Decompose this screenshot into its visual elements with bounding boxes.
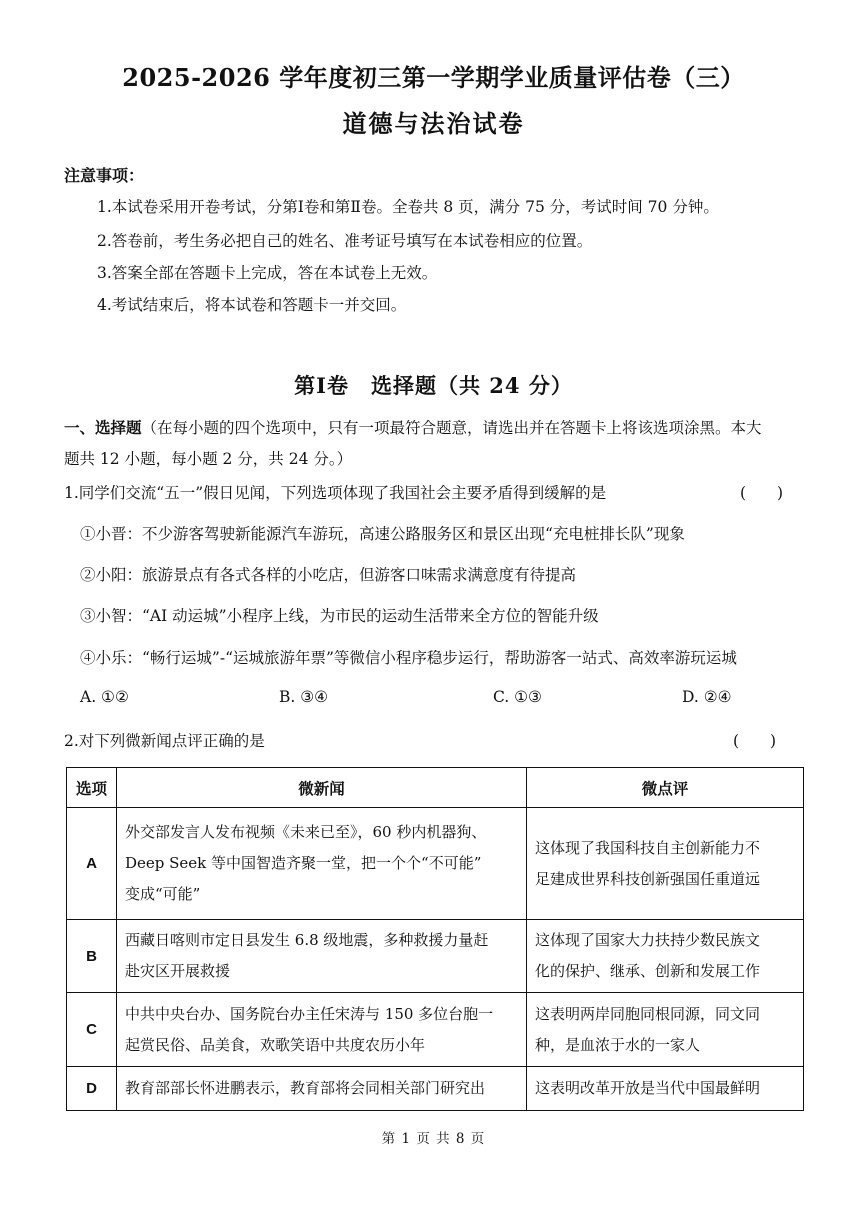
notice-item: 2.答卷前，考生务必把自己的姓名、准考证号填写在本试卷相应的位置。 [97, 232, 593, 250]
table-row [67, 1067, 804, 1111]
comment-line: 足建成世界科技创新强国任重道远 [535, 869, 761, 888]
comment-line: 这体现了我国科技自主创新能力不 [535, 838, 761, 857]
q2-answer-paren: ( ) [733, 732, 777, 750]
q1-choice-a: A. ①② [80, 688, 129, 706]
exam-title: 2025-2026 学年度初三第一学期学业质量评估卷（三） [122, 63, 745, 92]
notice-item: 1.本试卷采用开卷考试，分第Ⅰ卷和第Ⅱ卷。全卷共 8 页，满分 75 分，考试时间 70 分钟。 [97, 198, 719, 216]
q1-stem: 1.同学们交流“五一”假日见闻，下列选项体现了我国社会主要矛盾得到缓解的是 [64, 484, 607, 502]
table-row [67, 920, 804, 993]
q1-choice-b: B. ③④ [279, 688, 329, 706]
comment-line: 这表明改革开放是当代中国最鲜明 [535, 1079, 761, 1097]
row-news [117, 920, 527, 993]
section-label: 一、选择题 [64, 418, 142, 437]
comment-line: 这表明两岸同胞同根同源，同文同 [535, 1004, 761, 1023]
q1-option: ①小晋：不少游客驾驶新能源汽车游玩，高速公路服务区和景区出现“充电桩排长队”现象 [80, 525, 685, 543]
row-comment [527, 1067, 804, 1111]
q2-stem: 2.对下列微新闻点评正确的是 [64, 732, 265, 750]
row-news [117, 808, 527, 920]
row-comment [527, 808, 804, 920]
table-header-row [67, 768, 804, 808]
table-row [67, 808, 804, 920]
news-line: 变成“可能” [125, 885, 201, 903]
header-news: 微新闻 [117, 768, 527, 808]
comment-line: 这体现了国家大力扶持少数民族文 [535, 931, 761, 949]
subject-title: 道德与法治试卷 [342, 109, 525, 138]
q1-option: ②小阳：旅游景点有各式各样的小吃店，但游客口味需求满意度有待提高 [80, 566, 577, 584]
notice-heading: 注意事项： [64, 166, 145, 185]
row-letter: A [67, 808, 117, 920]
section-desc-cont: 题共 12 小题，每小题 2 分，共 24 分。） [64, 450, 353, 468]
q1-option: ④小乐：“畅行运城”-“运城旅游年票”等微信小程序稳步运行，帮助游客一站式、高效率游玩运城 [80, 649, 737, 667]
q1-choice-c: C. ①③ [493, 688, 542, 706]
q1-choice-d: D. ②④ [682, 688, 732, 706]
header-comment: 微点评 [527, 768, 804, 808]
comment-line: 种，是血浓于水的一家人 [535, 1035, 701, 1054]
row-letter: D [67, 1067, 117, 1111]
q1-answer-paren: ( ) [740, 484, 784, 502]
row-letter: C [67, 993, 117, 1067]
row-comment [527, 920, 804, 993]
news-line: 教育部部长怀进鹏表示，教育部将会同相关部门研究出 [125, 1079, 486, 1097]
row-news [117, 993, 527, 1067]
notice-item: 4.考试结束后，将本试卷和答题卡一并交回。 [97, 296, 407, 314]
comment-line: 化的保护、继承、创新和发展工作 [535, 962, 761, 980]
news-line: 中共中央台办、国务院台办主任宋涛与 150 多位台胞一 [125, 1004, 494, 1023]
q1-option: ③小智：“AI 动运城”小程序上线，为市民的运动生活带来全方位的智能升级 [80, 607, 599, 625]
news-line: 起赏民俗、品美食，欢歌笑语中共度农历小年 [125, 1035, 426, 1054]
header-option: 选项 [67, 768, 117, 808]
page-number: 第 1 页 共 8 页 [381, 1131, 486, 1147]
notice-item: 3.答案全部在答题卡上完成，答在本试卷上无效。 [97, 264, 438, 282]
part1-title: 第Ⅰ卷 选择题（共 24 分） [294, 373, 573, 398]
news-line: 赴灾区开展救援 [125, 962, 231, 980]
news-line: Deep Seek 等中国智造齐聚一堂，把一个个“不可能” [125, 854, 482, 872]
row-comment [527, 993, 804, 1067]
news-line: 外交部发言人发布视频《未来已至》，60 秒内机器狗、 [125, 823, 487, 841]
section-desc: （在每小题的四个选项中，只有一项最符合题意，请选出并在答题卡上将该选项涂黑。本大 [141, 419, 762, 437]
news-table [66, 767, 804, 1111]
row-letter: B [67, 920, 117, 993]
row-news [117, 1067, 527, 1111]
news-line: 西藏日喀则市定日县发生 6.8 级地震，多种救援力量赶 [125, 931, 489, 949]
section-instructions [64, 416, 762, 438]
table-row [67, 993, 804, 1067]
